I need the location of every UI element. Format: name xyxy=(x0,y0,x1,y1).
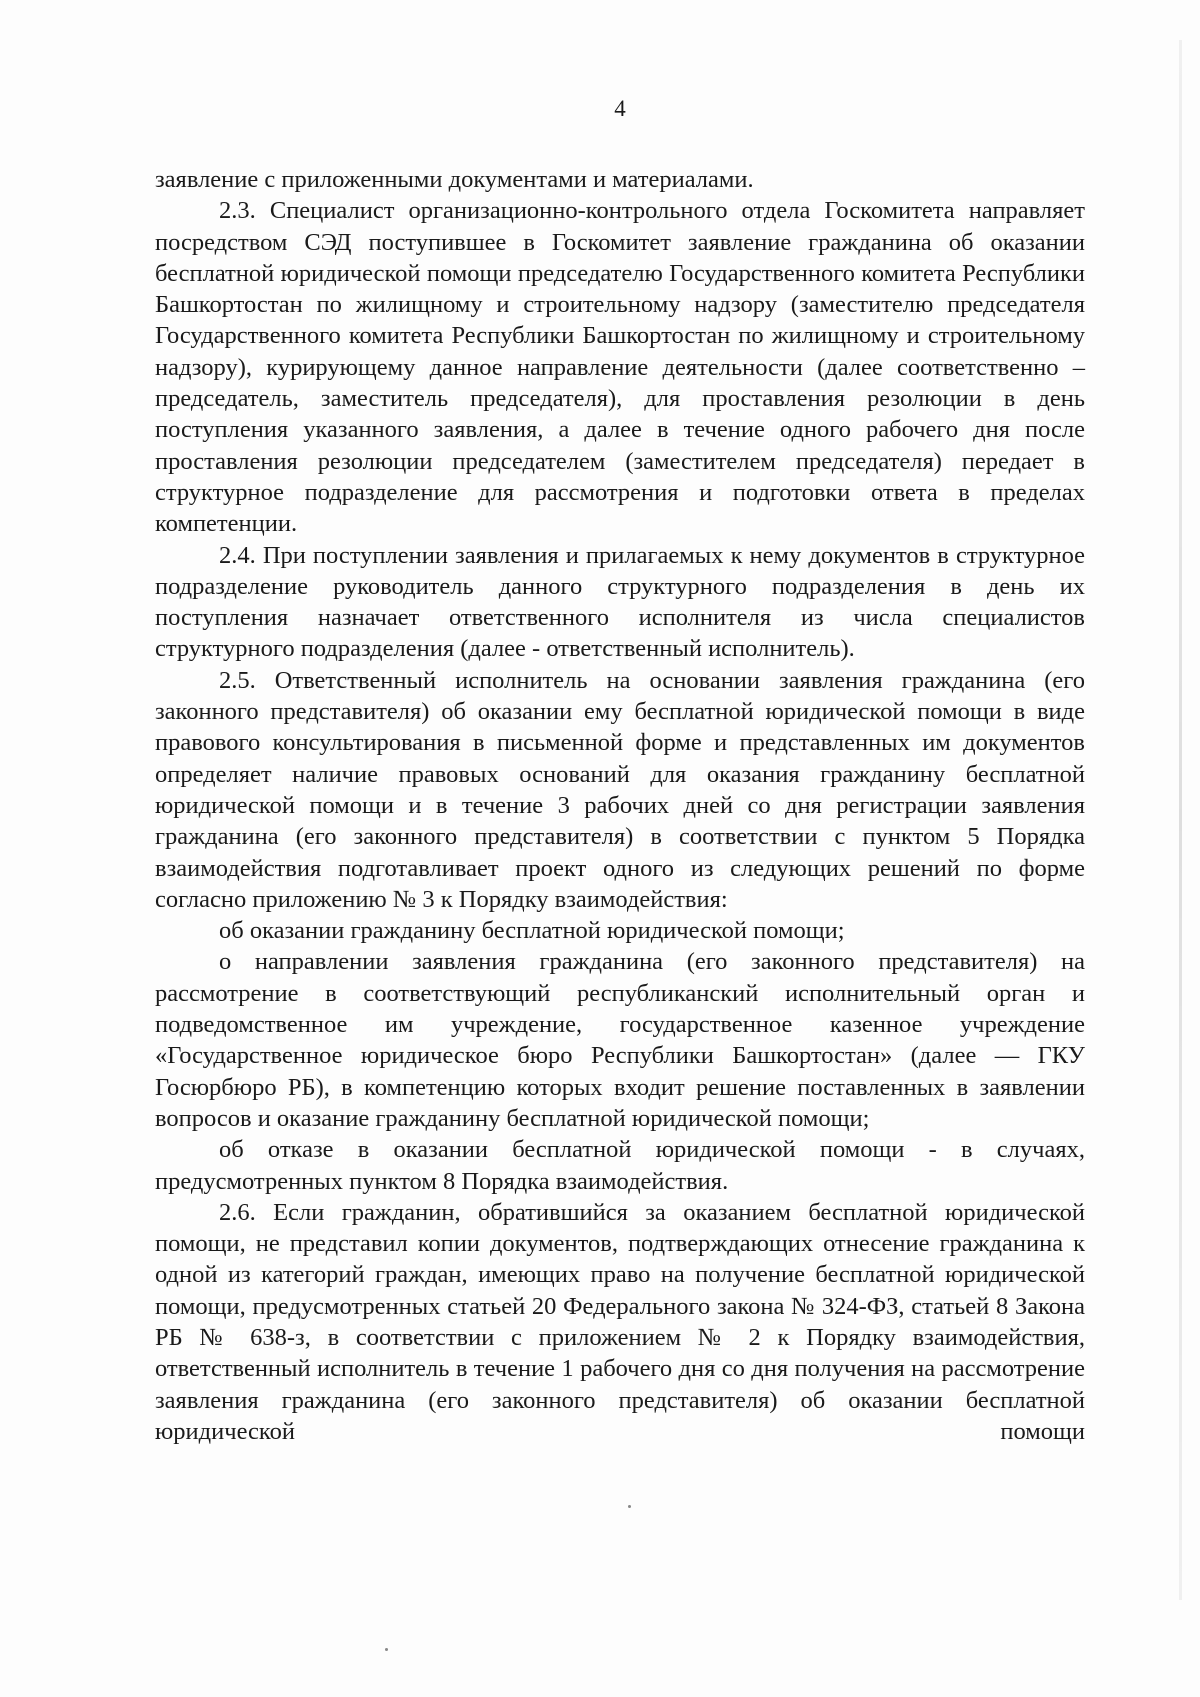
paragraph-2-3: 2.3. Специалист организационно-контрольного отдела Госкомитета направляет посредством СЭД поступившее в Госкомитет заявление гражданина об оказании бесплатной юридической помощи председателю Государственного комитета Республики Башкортостан по жилищному и строительному надзору (заместителю председателя Государственного комитета Республики Башкортостан по жилищному и строительному надзору), курирующему данное направление деятельности (далее соответственно – председатель, заместитель председателя), для проставления резолюции в день поступления указанного заявления, а далее в течение одного рабочего дня после проставления резолюции председателем (заместителем председателя) передает в структурное подразделение для рассмотрения и подготовки ответа в пределах компетенции. xyxy=(155,197,1085,538)
paragraph-2-4: 2.4. При поступлении заявления и прилагаемых к нему документов в структурное подразделение руководитель данного структурного подразделения в день их поступления назначает ответственного исполнителя из числа специалистов структурного подразделения (далее - ответственный исполнитель). xyxy=(155,541,1085,663)
paragraph-2-6: 2.6. Если гражданин, обратившийся за оказанием бесплатной юридической помощи, не представил копии документов, подтверждающих отнесение гражданина к одной из категорий граждан, имеющих право на получение бесплатной юридической помощи, предусмотренных статьей 20 Федерального закона № 324-ФЗ, статьей 8 Закона РБ № 638-з, в соответствии с приложением № 2 к Порядку взаимодействия, ответственный исполнитель в течение 1 рабочего дня со дня получения на рассмотрение заявления гражданина (его законного представителя) об оказании бесплатной юридической помощи xyxy=(155,1198,1085,1445)
scan-speck xyxy=(385,1648,388,1651)
paragraph-2-5: 2.5. Ответственный исполнитель на основании заявления гражданина (его законного представителя) об оказании ему бесплатной юридической помощи в виде правового консультирования в письменной форме и представленных им документов определяет наличие правовых оснований для оказания гражданину бесплатной юридической помощи и в течение 3 рабочих дней со дня регистрации заявления гражданина (его законного представителя) в соответствии с пунктом 5 Порядка взаимодействия подготавливает проект одного из следующих решений по форме согласно приложению № 3 к Порядку взаимодействия: xyxy=(155,666,1085,913)
page-number: 4 xyxy=(614,96,626,121)
decision-option-redirect: о направлении заявления гражданина (его законного представителя) на рассмотрение в соответствующий республиканский исполнительный орган и подведомственное им учреждение, государственное казенное учреждение «Государственное юридическое бюро Республики Башкортостан» (далее — ГКУ Госюрбюро РБ), в компетенцию которых входит решение поставленных в заявлении вопросов и оказание гражданину бесплатной юридической помощи; xyxy=(155,948,1085,1132)
scan-speck xyxy=(628,1505,631,1508)
scan-edge-artifact xyxy=(1179,40,1182,1600)
document-body xyxy=(155,164,1085,1447)
decision-option-provide-help: об оказании гражданину бесплатной юридической помощи; xyxy=(219,917,845,945)
paragraph-continuation: заявление с приложенными документами и материалами. xyxy=(155,166,754,193)
decision-option-refuse: об отказе в оказании бесплатной юридической помощи - в случаях, предусмотренных пунктом 8 Порядка взаимодействия. xyxy=(155,1136,1085,1195)
